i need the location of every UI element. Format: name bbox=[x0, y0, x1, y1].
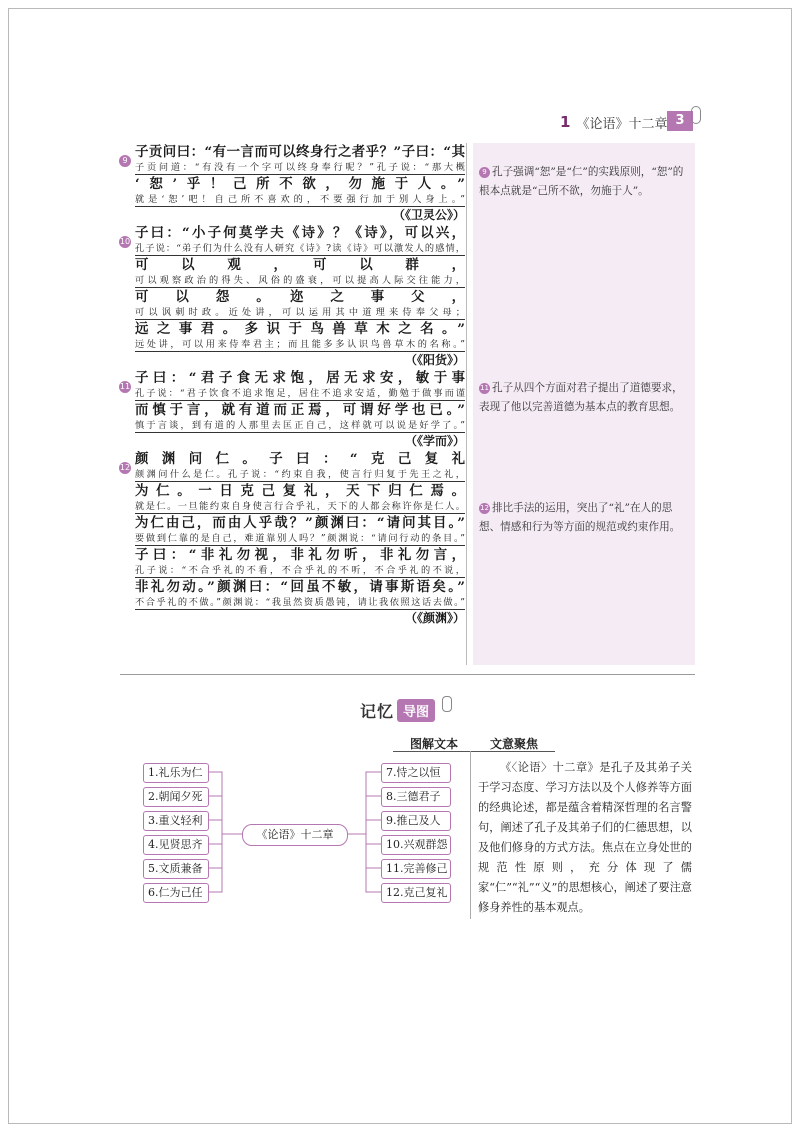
translation-line: 不合乎礼的不做。”颜渊说：“我虽然资质愚钝，请让我依照这话去做。” bbox=[135, 597, 465, 608]
original-line: 子曰：“小子何莫学夫《诗》？《诗》，可以兴， bbox=[135, 225, 465, 241]
mindmap-node: 8.三德君子 bbox=[381, 787, 451, 807]
source-citation: （《卫灵公》） bbox=[392, 208, 465, 222]
translation-line: 颜渊问什么是仁。孔子说：“约束自我，使言行归复于先王之礼， bbox=[135, 469, 465, 480]
subheading-focus: 文意聚焦 bbox=[490, 737, 539, 751]
translation-line: 慎于言谈，到有道的人那里去匡正自己，这样就可以说是好学了。” bbox=[135, 420, 465, 431]
entry-number-badge: 12 bbox=[119, 463, 131, 472]
source-citation: （《学而》） bbox=[404, 434, 465, 448]
chapter-number: 1 bbox=[560, 113, 571, 131]
translation-line: 可以观察政治的得失、风俗的盛衰，可以提高人际交往能力， bbox=[135, 275, 465, 286]
translation-line: 孔子说：“弟子们为什么没有人研究《诗》?读《诗》可以激发人的感情， bbox=[135, 243, 465, 254]
mindmap-center-node: 《论语》十二章 bbox=[242, 824, 348, 846]
original-line: 子曰：“君子食无求饱，居无求安，敏于事 bbox=[135, 370, 465, 386]
original-line: 可 以 怨 。 迩 之 事 父 ， bbox=[135, 289, 465, 305]
mindmap-node: 5.文质兼备 bbox=[143, 859, 209, 879]
source-citation: （《阳货》） bbox=[404, 353, 465, 367]
chapter-title: 《论语》十二章 bbox=[576, 116, 668, 132]
mindmap-node: 2.朝闻夕死 bbox=[143, 787, 209, 807]
translation-line: 孔子说：“君子饮食不追求饱足，居住不追求安适，勤勉于做事而谨 bbox=[135, 388, 465, 399]
original-line: ‘恕’乎！己所不欲，勿施于人。” bbox=[135, 176, 465, 192]
memory-title: 记忆 bbox=[360, 701, 395, 721]
mindmap-node: 7.恃之以恒 bbox=[381, 763, 451, 783]
original-line: 为仁。一日克己复礼，天下归仁焉。 bbox=[135, 483, 465, 499]
original-line: 颜渊问仁。子曰：“克己复礼 bbox=[135, 451, 465, 467]
original-line: 非礼勿动。”颜渊曰：“回虽不敏，请事斯语矣。” bbox=[135, 579, 465, 595]
original-line: 为仁由己，而由人乎哉？”颜渊曰：“请问其目。” bbox=[135, 515, 465, 531]
entry-number-badge: 9 bbox=[119, 155, 131, 167]
original-line: 子曰：“非礼勿视，非礼勿听，非礼勿言， bbox=[135, 547, 465, 563]
source-citation: （《颜渊》） bbox=[404, 611, 465, 625]
entry-number-badge: 11 bbox=[119, 382, 131, 391]
original-line: 而慎于言，就有道而正焉，可谓好学也已。” bbox=[135, 402, 465, 418]
original-line: 远之事君。多识于鸟兽草木之名。” bbox=[135, 321, 465, 337]
mindmap-node: 10.兴观群怨 bbox=[381, 835, 451, 855]
note-text: 孔子强调“恕”是“仁”的实践原则，“恕”的根本点就是“己所不欲，勿施于人”。 bbox=[479, 166, 684, 197]
mindmap-node: 9.推己及人 bbox=[381, 811, 451, 831]
map-title-badge: 导图 bbox=[397, 699, 435, 722]
note-text: 排比手法的运用，突出了“礼”在人的思想、情感和行为等方面的规范或约束作用。 bbox=[479, 502, 681, 533]
note-number-badge: 11 bbox=[480, 383, 489, 392]
note-number-badge: 12 bbox=[480, 503, 489, 512]
original-line: 可 以 观 ， 可 以 群 ， bbox=[135, 257, 465, 273]
mindmap-node: 4.见贤思齐 bbox=[143, 835, 209, 855]
note-text: 孔子从四个方面对君子提出了道德要求，表现了他以完善道德为基本点的教育思想。 bbox=[479, 382, 683, 413]
entry-number-badge: 10 bbox=[119, 237, 131, 246]
page-number: 3 bbox=[667, 111, 693, 131]
translation-line: 孔子说：“不合乎礼的不看，不合乎礼的不听，不合乎礼的不说， bbox=[135, 565, 465, 576]
note-number-badge: 9 bbox=[479, 167, 490, 178]
mindmap-node: 3.重义轻利 bbox=[143, 811, 209, 831]
mindmap-node: 11.完善修己 bbox=[381, 859, 451, 879]
mindmap-node: 12.克己复礼 bbox=[381, 883, 451, 903]
mindmap-node: 6.仁为己任 bbox=[143, 883, 209, 903]
translation-line: 子贡问道：“有没有一个字可以终身奉行呢？”孔子说：“那大概 bbox=[135, 162, 465, 173]
subheading-diagram: 图解文本 bbox=[410, 737, 459, 751]
translation-line: 就是仁。一旦能约束自身使言行合乎礼，天下的人都会称许你是仁人。 bbox=[135, 501, 465, 512]
translation-line: 就是‘恕’吧！自己所不喜欢的，不要强行加于别人身上。” bbox=[135, 194, 465, 205]
summary-paragraph: 《〈论语〉十二章》是孔子及其弟子关于学习态度、学习方法以及个人修养等方面的经典论述，都是蕴含着精深哲理的名言警句，阐述了孔子及其弟子们的仁德思想，以及他们修身的方式方法。焦点在立身处世的规范性原则，充分体现了儒家“仁”“礼”“义”的思想核心，阐述了要注意修身养性的基本观点。 bbox=[478, 761, 692, 914]
translation-line: 要做到仁靠的是自己，难道靠别人吗？”颜渊说：“请问行动的条目。” bbox=[135, 533, 465, 544]
mindmap-node: 1.礼乐为仁 bbox=[143, 763, 209, 783]
translation-line: 可以讽刺时政。近处讲，可以运用其中道理来侍奉父母； bbox=[135, 307, 465, 318]
translation-line: 远处讲，可以用来侍奉君主；而且能多多认识鸟兽草木的名称。” bbox=[135, 339, 465, 350]
original-line: 子贡问曰：“有一言而可以终身行之者乎？”子曰：“其 bbox=[135, 144, 465, 160]
